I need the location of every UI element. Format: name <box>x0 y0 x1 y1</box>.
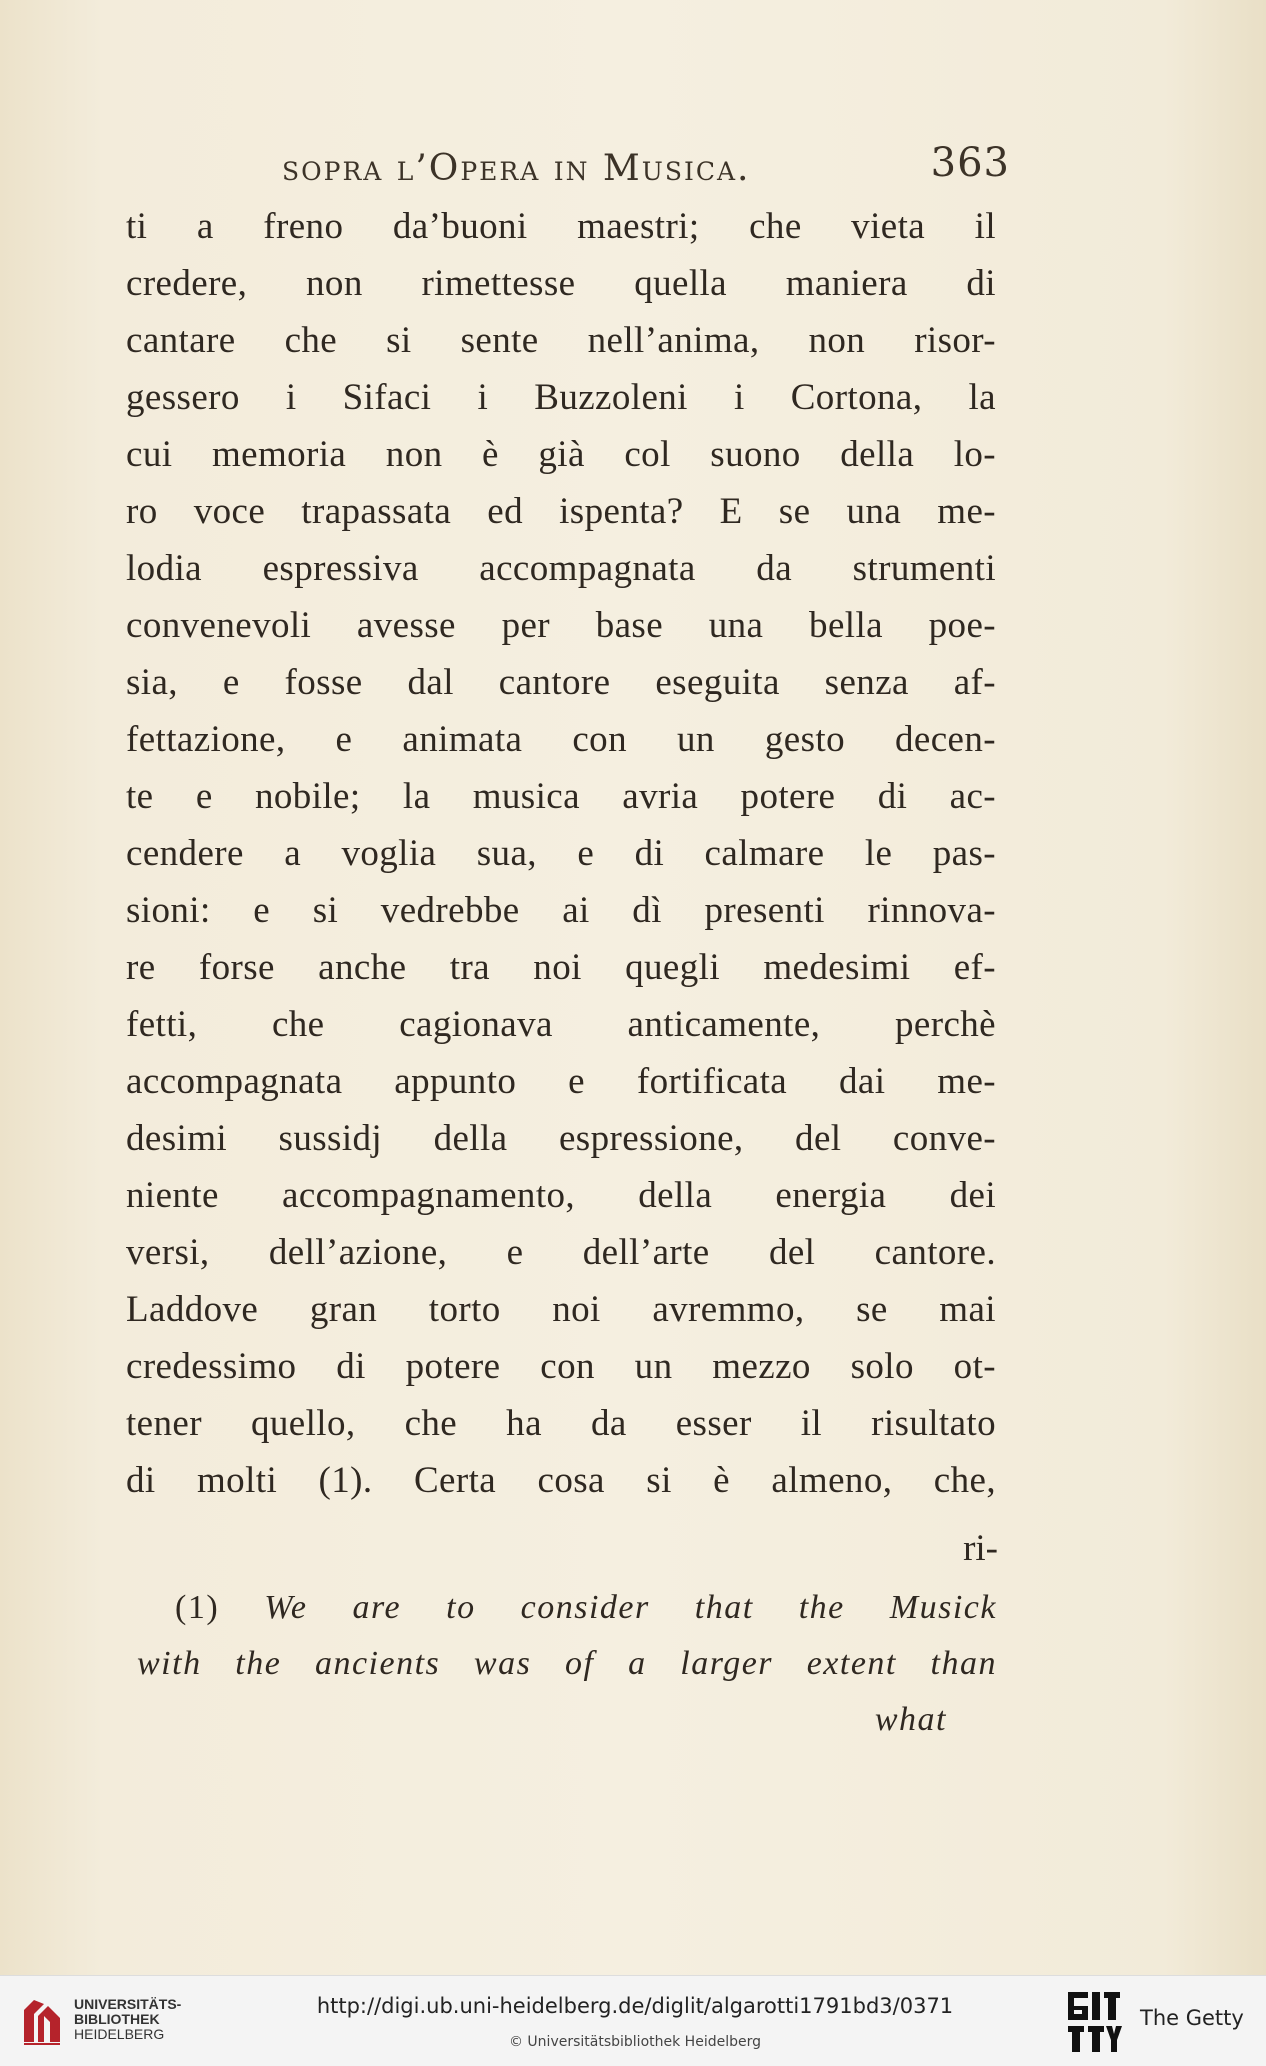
footer-bar <box>0 1975 1266 2066</box>
text-line: sia, e fosse dal cantore eseguita senza af- <box>126 662 996 703</box>
footnote-line <box>137 1580 997 1636</box>
footnote-marker: (1) <box>175 1589 220 1626</box>
text-line: cendere a voglia sua, e di calmare le pas- <box>126 833 996 874</box>
text-line: te e nobile; la musica avria potere di ac- <box>126 776 996 817</box>
running-title: sopra l’Opera in Musica. <box>282 148 751 189</box>
text-line: ro voce trapassata ed ispenta? E se una me- <box>126 491 996 532</box>
text-line: ti a freno da’buoni maestri; che vieta il <box>126 206 996 247</box>
text-line: cantare che si sente nell’anima, non risor- <box>126 320 996 361</box>
text-line: niente accompagnamento, della energia dei <box>126 1175 996 1216</box>
text-line: gessero i Sifaci i Buzzoleni i Cortona, la <box>126 377 996 418</box>
text-line: credere, non rimettesse quella maniera di <box>126 263 996 304</box>
text-line: credessimo di potere con un mezzo solo ot- <box>126 1346 996 1387</box>
permalink-url[interactable]: http://digi.ub.uni-heidelberg.de/diglit/algarotti1791bd3/0371 <box>316 1994 954 2018</box>
text-line: di molti (1). Certa cosa si è almeno, che, <box>126 1460 996 1501</box>
footnote-line: with the ancients was of a larger extent than <box>137 1645 997 1682</box>
text-line: lodia espressiva accompagnata da strumenti <box>126 548 996 589</box>
footnote-catchword: what <box>874 1701 947 1738</box>
text-line: fetti, che cagionava anticamente, perchè <box>126 1004 996 1045</box>
text-line: cui memoria non è già col suono della lo- <box>126 434 996 475</box>
text-line: fettazione, e animata con un gesto decen- <box>126 719 996 760</box>
footnote <box>137 1580 997 1748</box>
text-line: Laddove gran torto noi avremmo, se mai <box>126 1289 996 1330</box>
text-line: convenevoli avesse per base una bella poe- <box>126 605 996 646</box>
library-name-line: BIBLIOTHEK <box>74 2011 160 2027</box>
university-library-name <box>74 1997 181 2042</box>
text-line: accompagnata appunto e fortificata dai me- <box>126 1061 996 1102</box>
text-line: desimi sussidj della espressione, del conve- <box>126 1118 996 1159</box>
university-library-logo-icon <box>22 1996 68 2046</box>
text-line: sioni: e si vedrebbe ai dì presenti rinnova- <box>126 890 996 931</box>
text-line: re forse anche tra noi quegli medesimi ef- <box>126 947 996 988</box>
text-line: versi, dell’azione, e dell’arte del cantore. <box>126 1232 996 1273</box>
library-name-line: UNIVERSITÄTS- <box>74 1996 182 2012</box>
getty-logo-icon <box>1066 1990 1122 2054</box>
page-number: 363 <box>930 140 1010 186</box>
catchword: ri- <box>963 1528 998 1569</box>
footnote-text: We are to consider that the Musick <box>264 1589 997 1626</box>
text-line: tener quello, che ha da esser il risultato <box>126 1403 996 1444</box>
copyright-notice: © Universitätsbibliothek Heidelberg <box>508 2034 761 2050</box>
library-name-line: HEIDELBERG <box>74 2026 165 2042</box>
getty-name: The Getty <box>1140 2006 1244 2030</box>
body-text <box>126 198 996 1509</box>
running-head <box>270 140 1010 200</box>
